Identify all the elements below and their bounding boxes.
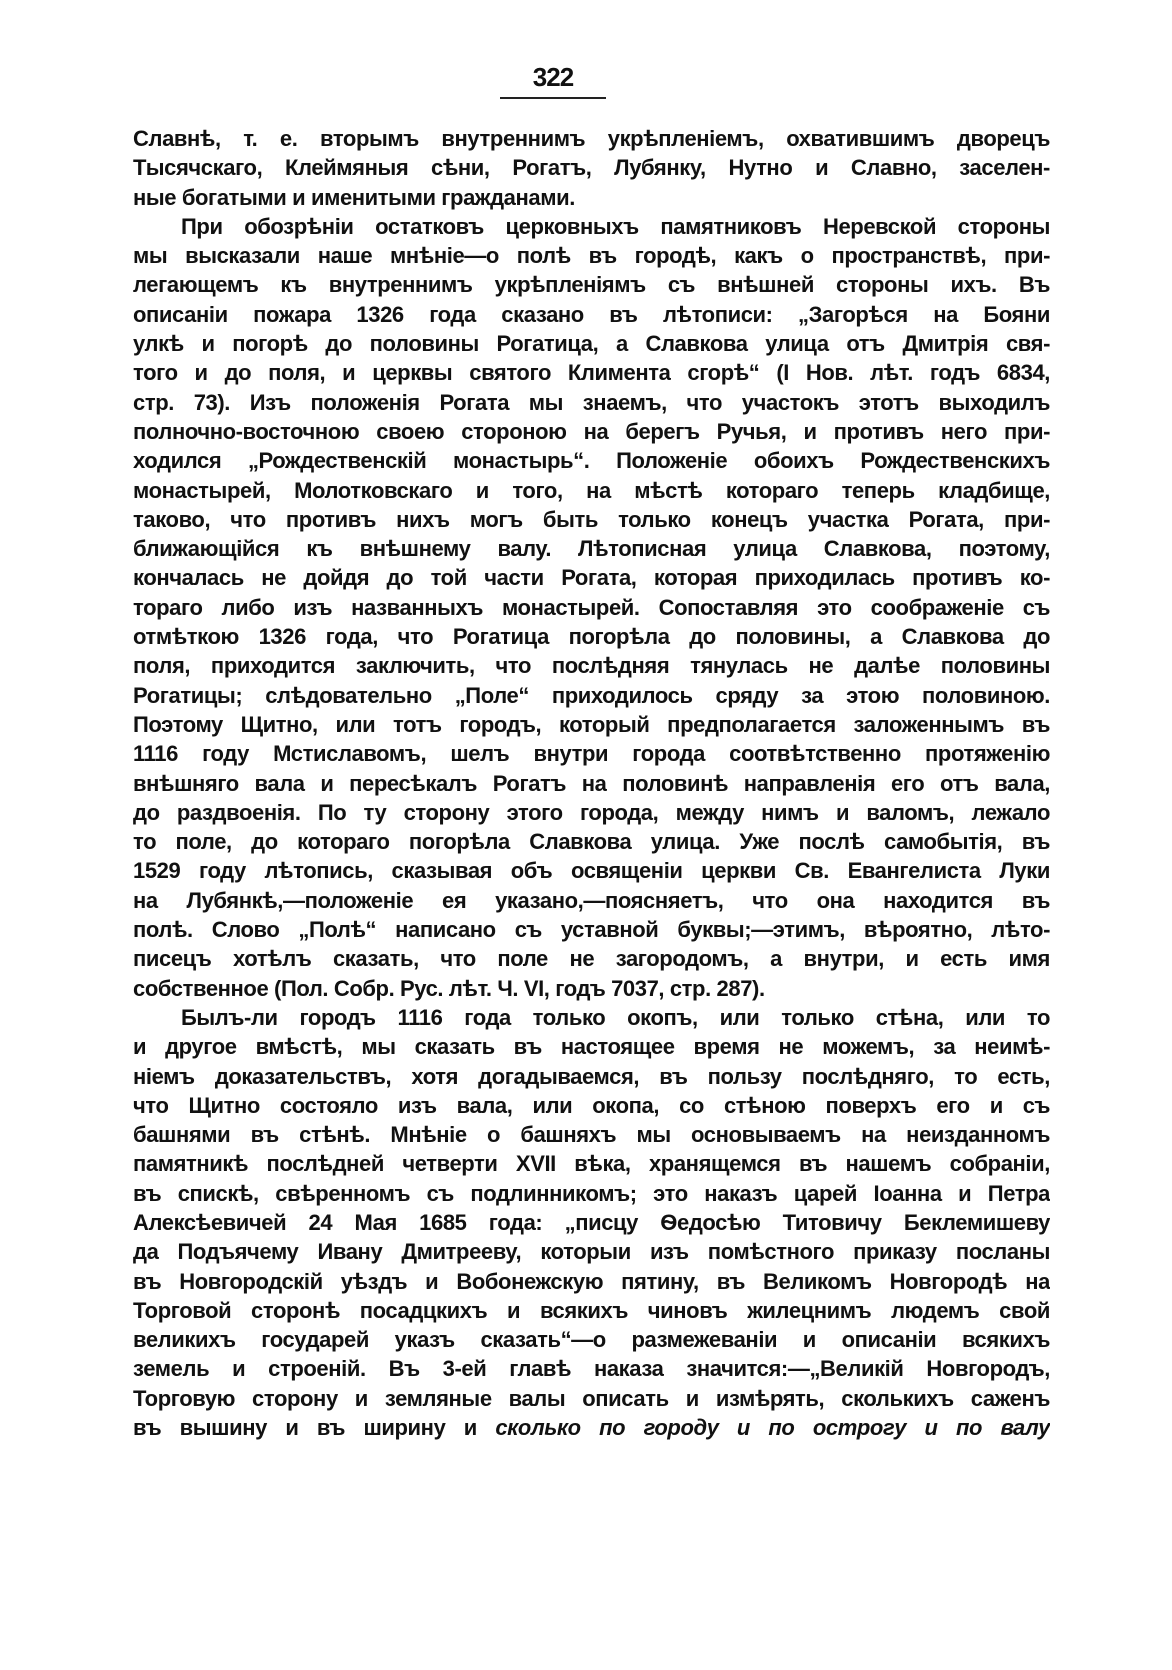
text-line: Торговую сторону и земляные валы описать и измѣрять, сколькихъ саженъ [133,1385,1050,1411]
text-line: описанiи пожара 1326 года сказано въ лѣтописи: „Загорѣся на Бояни [133,301,1050,327]
page-number: 322 [532,62,574,92]
text-line: да Подъячему Ивану Дмитрееву, которыи изъ помѣстного приказу посланы [133,1239,1050,1265]
text-line: до раздвоенiя. По ту сторону этого города, между нимъ и валомъ, лежало [133,799,1050,825]
text-line: мы высказали наше мнѣнiе—о полѣ въ городѣ, какъ о пространствѣ, при- [133,243,1050,269]
text-line: ные богатыми и именитыми гражданами. [133,184,575,210]
text-line: Алексѣевичей 24 Мая 1685 года: „писцу Ѳедосѣю Титовичу Беклемишеву [133,1209,1050,1235]
text-line: кончалась не дойдя до той части Рогата, которая приходилась противъ ко- [133,565,1050,591]
text-line: великихъ государей указъ сказать“—о размежеванiи и описанiи всякихъ [133,1327,1050,1353]
text-line: 1116 году Мстиславомъ, шелъ внутри города соотвѣтственно протяженiю [133,741,1050,767]
text-line: земель и строенiй. Въ 3-ей главѣ наказа значится:—„Великiй Новгородъ, [133,1356,1050,1382]
text-line: ходился „Рождественскiй монастырь“. Положенiе обоихъ Рождественскихъ [133,448,1050,474]
text-line: стр. 73). Изъ положенiя Рогата мы знаемъ, что участокъ этотъ выходилъ [133,389,1050,415]
text-line: и другое вмѣстѣ, мы сказать въ настоящее время не можемъ, за неимѣ- [133,1034,1050,1060]
text-line: писецъ хотѣлъ сказать, что поле не загородомъ, а внутри, и есть имя [133,946,1050,972]
text-italic: сколько по городу и по острогу и по валу [495,1415,1050,1441]
paragraph-start-line: Былъ-ли городъ 1116 года только окопъ, или только стѣна, или то [181,1004,1050,1030]
text-line: собственное (Пол. Собр. Рус. лѣт. Ч. VI, годъ 7037, стр. 287). [133,975,765,1001]
text-line: Торговой сторонѣ посадцкихъ и всякихъ чиновъ жилецнимъ людемъ свой [133,1297,1050,1323]
header-rule [500,97,606,99]
text-line: что Щитно состояло изъ вала, или окопа, со стѣною поверхъ его и съ [133,1092,1050,1118]
paragraph-start-line: При обозрѣнiи остатковъ церковныхъ памятниковъ Неревской стороны [181,213,1050,239]
text-line: Рогатицы; слѣдовательно „Поле“ приходилось сряду за этою половиною. [133,682,1050,708]
text-line: отмѣткою 1326 года, что Рогатица погорѣла до половины, а Славкова до [133,624,1050,650]
text-line-last [133,1413,1050,1442]
body-text [133,124,1050,1442]
text-line: монастырей, Молотковскаго и того, на мѣстѣ котораго теперь кладбище, [133,477,1050,503]
text-line: Тысячскаго, Клеймяныя сѣни, Рогатъ, Лубянку, Нутно и Славно, заселен- [133,155,1050,181]
text-line: въ Новгородскiй уѣздъ и Вобонежскую пятину, въ Великомъ Новгородѣ на [133,1268,1050,1294]
text-line: Поэтому Щитно, или тотъ городъ, который предполагается заложеннымъ въ [133,711,1050,737]
text-line: улкѣ и погорѣ до половины Рогатица, а Славкова улица отъ Дмитрiя свя- [133,331,1050,357]
text-line: полѣ. Слово „Полѣ“ написано съ уставной буквы;—этимъ, вѣроятно, лѣто- [133,917,1050,943]
text-line: полночно-восточною своею стороною на берегъ Ручья, и противъ него при- [133,418,1050,444]
text-line: башнями въ стѣнѣ. Мнѣнiе о башняхъ мы основываемъ на неизданномъ [133,1122,1050,1148]
text-line: 1529 году лѣтопись, сказывая объ освященiи церкви Св. Евангелиста Луки [133,858,1050,884]
text-line: въ спискѣ, свѣренномъ съ подлинникомъ; это наказъ царей Iоанна и Петра [133,1180,1050,1206]
text-line: того и до поля, и церквы святого Климента сгорѣ“ (I Нов. лѣт. годъ 6834, [133,360,1050,386]
text-line: ближающiйся къ внѣшнему валу. Лѣтописная улица Славкова, поэтому, [133,536,1050,562]
text-line: нiемъ доказательствъ, хотя догадываемся, въ пользу послѣдняго, то есть, [133,1063,1050,1089]
text-line: то поле, до котораго погорѣла Славкова улица. Уже послѣ самобытiя, въ [133,829,1050,855]
text-line: памятникѣ послѣдней четверти XVII вѣка, хранящемся въ нашемъ собранiи, [133,1151,1050,1177]
text-line: поля, приходится заключить, что послѣдняя тянулась не далѣе половины [133,653,1050,679]
text-line: таково, что противъ нихъ могъ быть только конецъ участка Рогата, при- [133,506,1050,532]
text-line: Славнѣ, т. е. вторымъ внутреннимъ укрѣпленiемъ, охватившимъ дворецъ [133,126,1050,151]
text-regular: въ вышину и въ ширину и [133,1415,496,1441]
text-line: тораго либо изъ названныхъ монастырей. Сопоставляя это соображенiе съ [133,594,1050,620]
text-line: внѣшняго вала и пересѣкалъ Рогатъ на половинѣ направленiя его отъ вала, [133,770,1050,796]
text-line: на Лубянкѣ,—положенiе ея указано,—поясняетъ, что она находится въ [133,887,1050,913]
text-line: легающемъ къ внутреннимъ укрѣпленiямъ съ внѣшней стороны ихъ. Въ [133,272,1050,298]
